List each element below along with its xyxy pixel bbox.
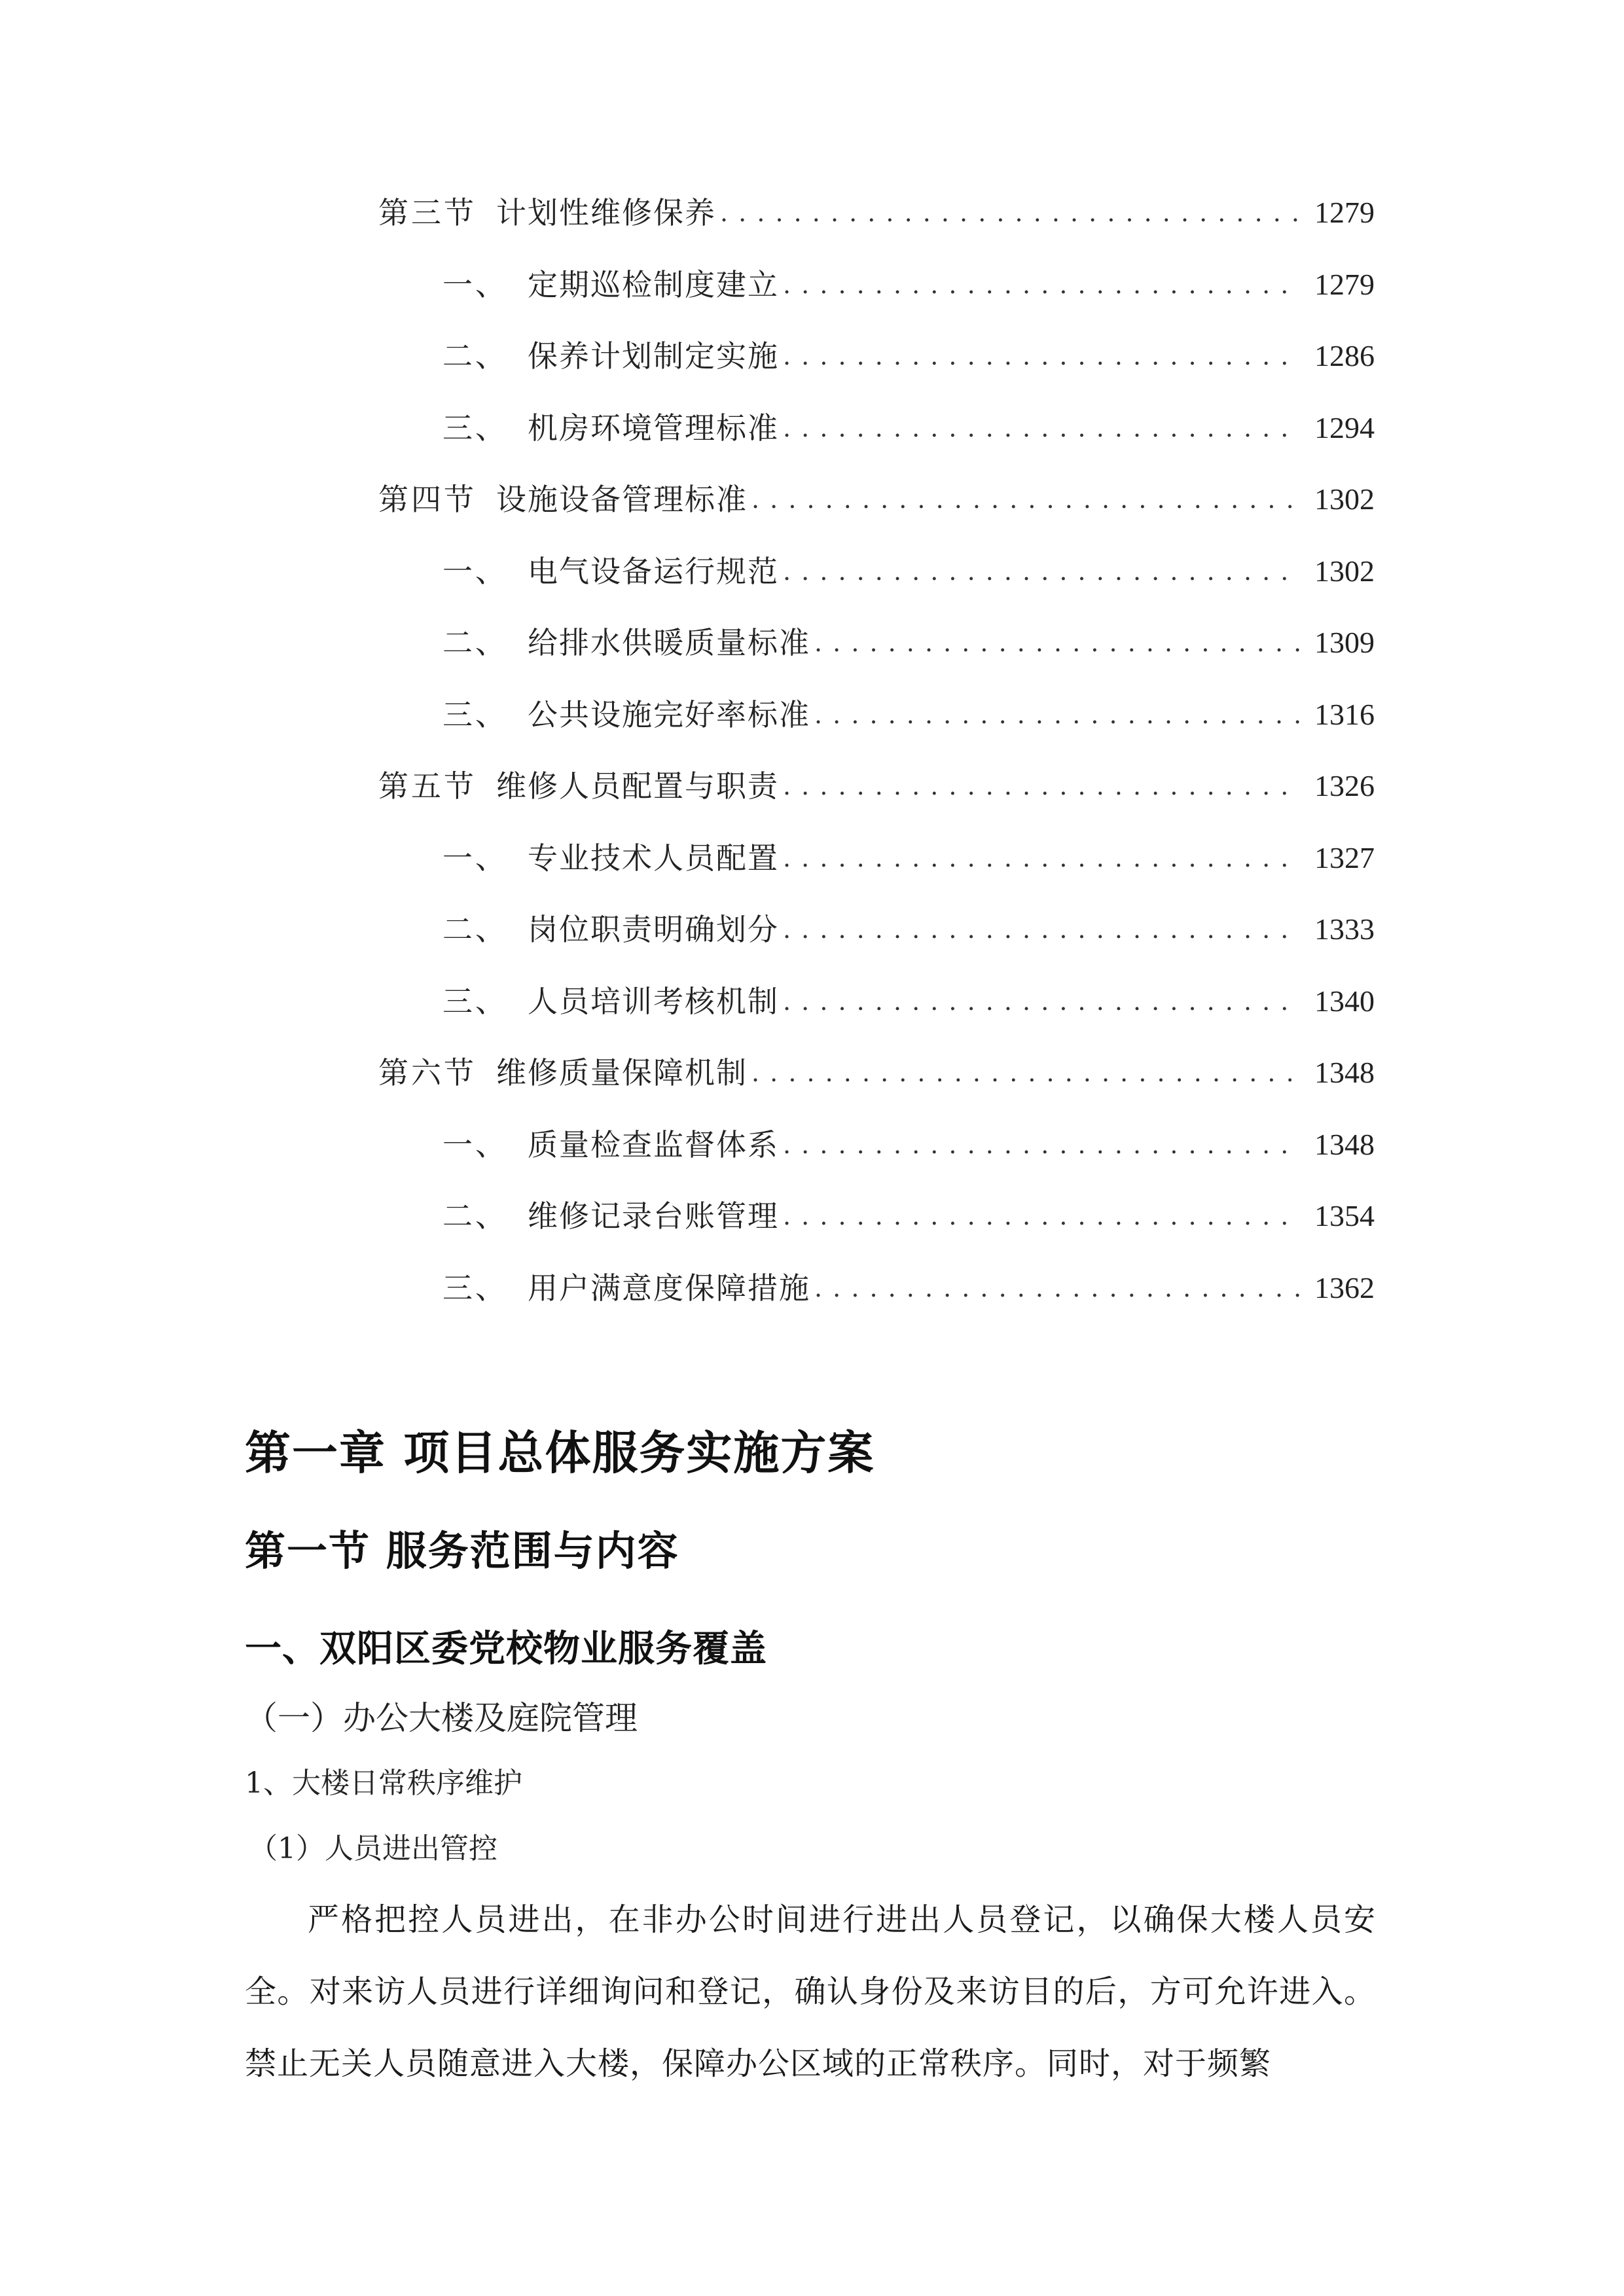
- toc-entry-number: 一、: [442, 554, 508, 589]
- toc-entry-title: 质量检查监督体系: [528, 1127, 779, 1162]
- toc-entry-number: 三、: [442, 1270, 508, 1306]
- toc-entry-page: 1286: [1314, 339, 1375, 372]
- toc-entry-title: 计划性维修保养: [496, 195, 716, 230]
- toc-item-entry[interactable]: [442, 906, 1375, 952]
- toc-dot-leader: [783, 548, 1301, 594]
- toc-entry-page: 1333: [1314, 912, 1375, 946]
- toc-entry-page: 1340: [1314, 984, 1375, 1018]
- toc-entry-page: 1302: [1314, 554, 1375, 588]
- toc-section-entry[interactable]: [378, 476, 1375, 522]
- toc-entry-number: 三、: [442, 984, 508, 1019]
- toc-entry-title: 维修质量保障机制: [496, 1055, 748, 1090]
- toc-dot-leader: [783, 978, 1301, 1024]
- toc-item-entry[interactable]: [442, 548, 1375, 594]
- paren-heading: （一）办公大楼及庭院管理: [245, 1699, 638, 1737]
- toc-entry-page: 1316: [1314, 698, 1375, 731]
- toc-entry-title: 设施设备管理标准: [496, 482, 748, 517]
- toc-item-entry[interactable]: [442, 1193, 1375, 1239]
- toc-entry-number: 二、: [442, 338, 508, 374]
- toc-entry-page: 1354: [1314, 1199, 1375, 1232]
- toc-entry-title: 定期巡检制度建立: [528, 267, 779, 302]
- toc-dot-leader: [783, 763, 1301, 809]
- toc-entry-title: 给排水供暖质量标准: [528, 625, 810, 660]
- toc-dot-leader: [783, 1193, 1301, 1239]
- toc-entry-title: 电气设备运行规范: [528, 554, 779, 589]
- toc-item-entry[interactable]: [442, 1122, 1375, 1168]
- toc-dot-leader: [783, 262, 1301, 308]
- toc-entry-page: 1309: [1314, 626, 1375, 659]
- toc-section-entry[interactable]: [378, 190, 1375, 236]
- toc-entry-number: 三、: [442, 697, 508, 732]
- toc-item-entry[interactable]: [442, 978, 1375, 1024]
- toc-entry-number: 一、: [442, 1127, 508, 1162]
- toc-dot-leader: [814, 1265, 1301, 1311]
- toc-entry-number: 第六节: [378, 1055, 477, 1090]
- toc-entry-number: 二、: [442, 912, 508, 947]
- toc-entry-page: 1362: [1314, 1271, 1375, 1304]
- toc-entry-page: 1348: [1314, 1128, 1375, 1161]
- toc-dot-leader: [783, 1122, 1301, 1168]
- chapter-title: 第一章 项目总体服务实施方案: [245, 1426, 875, 1480]
- toc-entry-page: 1327: [1314, 841, 1375, 874]
- numbered-subheading: （1）人员进出管控: [249, 1832, 497, 1865]
- toc-item-entry[interactable]: [442, 620, 1375, 666]
- toc-entry-title: 维修记录台账管理: [528, 1198, 779, 1234]
- toc-section-entry[interactable]: [378, 1050, 1375, 1096]
- subsection-title: 一、双阳区委党校物业服务覆盖: [245, 1628, 767, 1670]
- toc-entry-number: 第五节: [378, 768, 477, 804]
- toc-entry-page: 1279: [1314, 196, 1375, 229]
- numbered-heading: 1、大楼日常秩序维护: [245, 1767, 522, 1800]
- toc-dot-leader: [814, 692, 1301, 738]
- toc-entry-title: 人员培训考核机制: [528, 984, 779, 1019]
- section-title: 第一节 服务范围与内容: [245, 1527, 679, 1575]
- toc-entry-title: 专业技术人员配置: [528, 840, 779, 876]
- toc-entry-page: 1348: [1314, 1056, 1375, 1089]
- toc-item-entry[interactable]: [442, 405, 1375, 451]
- toc-entry-page: 1302: [1314, 482, 1375, 516]
- toc-item-entry[interactable]: [442, 1265, 1375, 1311]
- toc-dot-leader: [783, 405, 1301, 451]
- toc-entry-number: 第三节: [378, 195, 477, 230]
- body-paragraph: 严格把控人员进出，在非办公时间进行进出人员登记，以确保大楼人员安全。对来访人员进行详细询问和登记，确认身份及来访目的后，方可允许进入。禁止无关人员随意进入大楼，保障办公区域的正常秩序。同时，对于频繁: [245, 1901, 1376, 2082]
- toc-item-entry[interactable]: [442, 333, 1375, 379]
- toc-entry-title: 维修人员配置与职责: [496, 768, 779, 804]
- toc-dot-leader: [783, 333, 1301, 379]
- toc-dot-leader: [720, 190, 1301, 236]
- toc-dot-leader: [751, 476, 1301, 522]
- toc-item-entry[interactable]: [442, 692, 1375, 738]
- toc-entry-page: 1326: [1314, 769, 1375, 802]
- toc-item-entry[interactable]: [442, 262, 1375, 308]
- toc-entry-page: 1294: [1314, 411, 1375, 444]
- toc-entry-number: 一、: [442, 267, 508, 302]
- toc-dot-leader: [751, 1050, 1301, 1096]
- toc-entry-number: 三、: [442, 410, 508, 446]
- toc-dot-leader: [783, 835, 1301, 881]
- toc-entry-title: 机房环境管理标准: [528, 410, 779, 446]
- toc-entry-number: 第四节: [378, 482, 477, 517]
- toc-entry-title: 保养计划制定实施: [528, 338, 779, 374]
- toc-entry-title: 公共设施完好率标准: [528, 697, 810, 732]
- toc-entry-title: 岗位职责明确划分: [528, 912, 779, 947]
- toc-dot-leader: [814, 620, 1301, 666]
- toc-entry-number: 一、: [442, 840, 508, 876]
- toc-dot-leader: [783, 906, 1301, 952]
- toc-entry-title: 用户满意度保障措施: [528, 1270, 810, 1306]
- toc-section-entry[interactable]: [378, 763, 1375, 809]
- toc-item-entry[interactable]: [442, 835, 1375, 881]
- toc-entry-page: 1279: [1314, 268, 1375, 301]
- toc-entry-number: 二、: [442, 625, 508, 660]
- toc-entry-number: 二、: [442, 1198, 508, 1234]
